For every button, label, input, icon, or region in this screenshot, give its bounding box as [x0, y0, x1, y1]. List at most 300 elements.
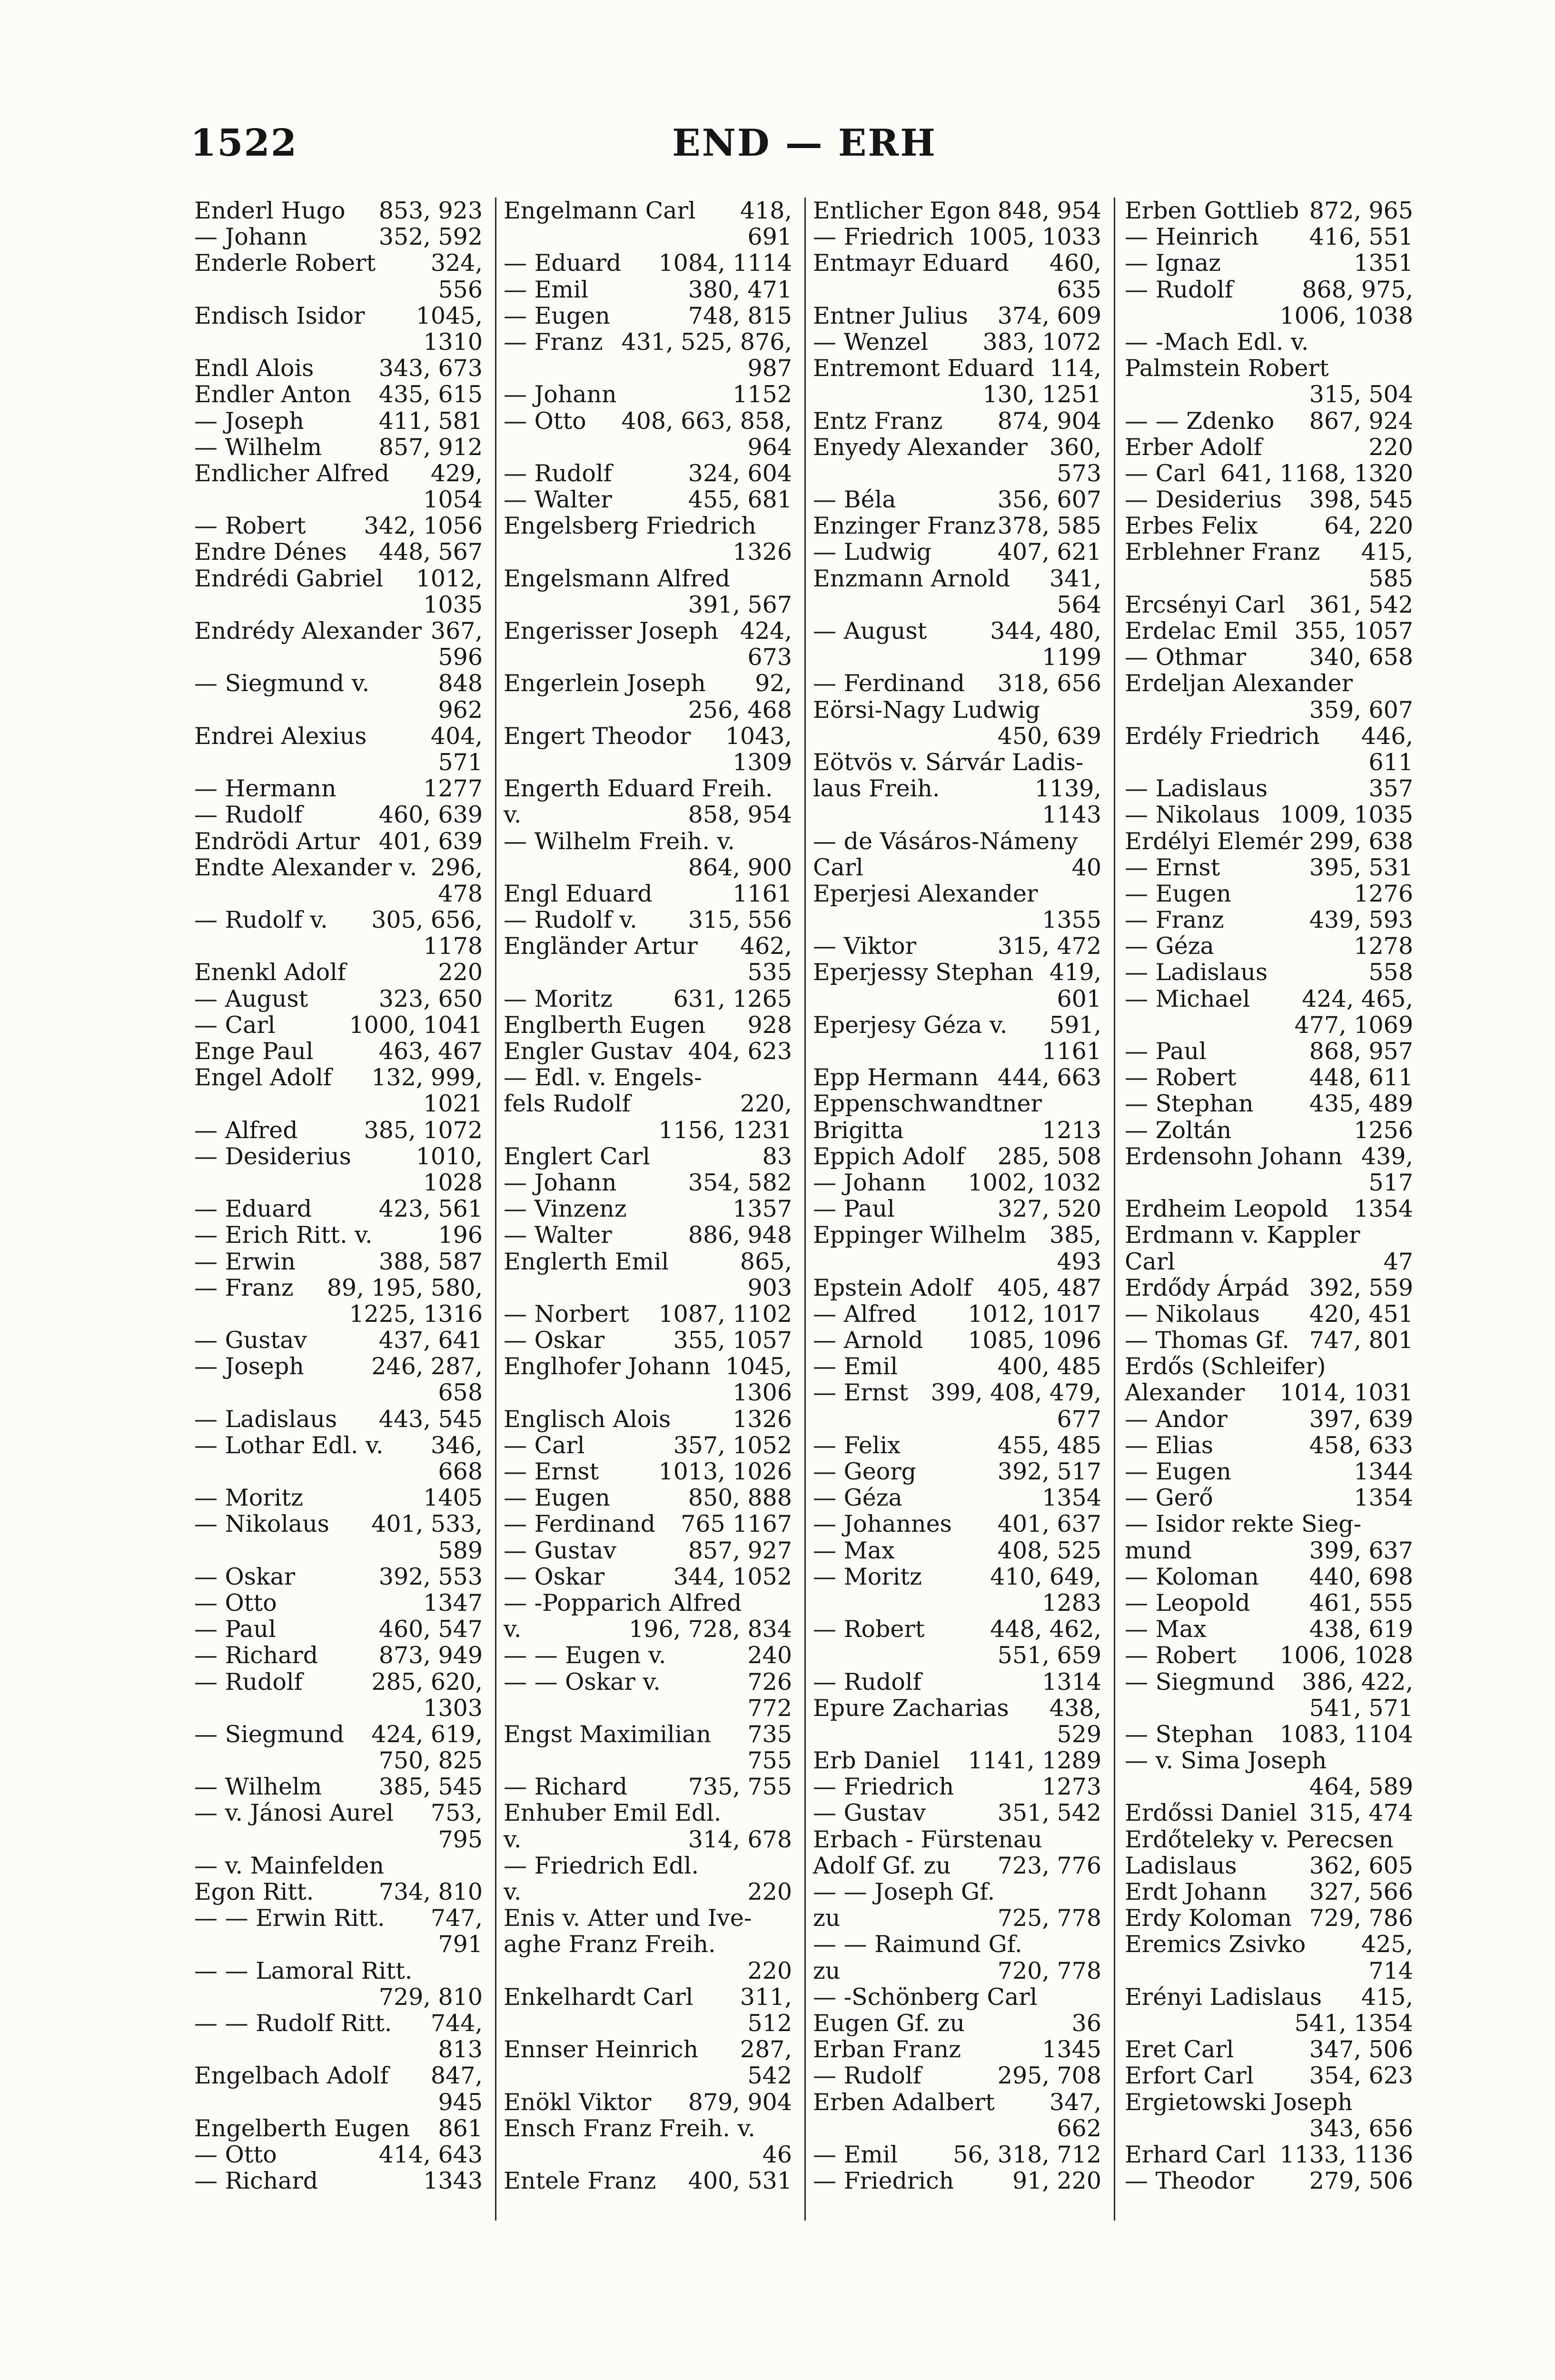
index-entry	[1121, 1564, 1416, 1590]
entry-name: — Eduard	[504, 249, 622, 277]
entry-name: — Stephan	[1125, 1090, 1254, 1118]
index-entry	[190, 749, 485, 775]
entry-name: Endre Dénes	[194, 538, 347, 566]
index-entry	[500, 1038, 795, 1064]
index-entry	[500, 1379, 795, 1406]
entry-pages: 404,	[430, 722, 483, 750]
entry-name: Erber Adolf	[1125, 433, 1262, 461]
entry-pages: 747, 801	[1309, 1327, 1413, 1354]
index-entry	[500, 1458, 795, 1485]
entry-pages: 1354	[1354, 1484, 1413, 1512]
index-entry	[190, 1485, 485, 1511]
entry-pages: 315, 556	[688, 906, 792, 934]
index-entry	[190, 1826, 485, 1853]
entry-pages: 327, 566	[1309, 1878, 1413, 1905]
index-entry	[190, 1012, 485, 1038]
entry-pages: 865,	[740, 1248, 792, 1275]
index-entry	[1121, 1432, 1416, 1458]
entry-name: — Rudolf	[813, 2062, 921, 2090]
entry-pages: 571	[438, 748, 483, 776]
entry-name: Ergietowski Joseph	[1125, 2088, 1353, 2116]
index-entry	[809, 1590, 1104, 1616]
index-entry	[809, 2036, 1104, 2063]
index-entry	[809, 854, 1104, 881]
index-entry	[500, 1275, 795, 1301]
index-entry	[500, 907, 795, 933]
index-entry	[1121, 1143, 1416, 1170]
entry-pages: 220	[438, 959, 483, 986]
index-entry	[809, 434, 1104, 460]
entry-pages: 1273	[1042, 1773, 1101, 1801]
index-entry	[500, 460, 795, 486]
entry-name: Endrödi Artur	[194, 827, 360, 855]
entry-name: Carl	[1125, 1248, 1175, 1275]
entry-pages: 420, 451	[1309, 1300, 1413, 1328]
index-entry	[809, 1695, 1104, 1721]
entry-pages: 668	[438, 1458, 483, 1485]
entry-name: Erben Gottlieb	[1125, 197, 1299, 224]
entry-pages: 360,	[1049, 433, 1101, 461]
entry-pages: 130, 1251	[982, 381, 1101, 408]
index-entry	[500, 1695, 795, 1721]
index-entry	[809, 723, 1104, 749]
index-entry	[190, 697, 485, 723]
index-entry	[1121, 1170, 1416, 1196]
entry-pages: 1000, 1041	[349, 1011, 483, 1039]
entry-pages: 347, 506	[1309, 2036, 1413, 2063]
index-entry	[1121, 2036, 1416, 2063]
entry-pages: 354, 582	[688, 1169, 792, 1196]
entry-pages: 1085, 1096	[968, 1327, 1101, 1354]
index-entry	[809, 1222, 1104, 1248]
entry-pages: 378, 585	[997, 512, 1101, 540]
index-entry	[190, 959, 485, 985]
index-entry	[190, 355, 485, 381]
entry-name: Erbach - Fürstenau	[813, 1825, 1042, 1853]
entry-pages: 401, 639	[378, 827, 483, 855]
entry-pages: 407, 621	[997, 538, 1101, 566]
entry-pages: 380, 471	[688, 276, 792, 303]
index-entry	[809, 1853, 1104, 1879]
entry-name: — -Schönberg Carl	[813, 1983, 1038, 2011]
entry-pages: 611	[1368, 748, 1413, 776]
entry-pages: 220	[747, 1957, 792, 1984]
entry-pages: 83	[762, 1142, 792, 1170]
entry-pages: 385, 1072	[364, 1116, 483, 1144]
entry-pages: 848	[438, 670, 483, 697]
index-entry	[809, 1458, 1104, 1485]
entry-name: — Ferdinand	[813, 670, 965, 697]
index-entry	[809, 408, 1104, 434]
entry-name: — Heinrich	[1125, 223, 1259, 251]
entry-pages: 299, 638	[1309, 827, 1413, 855]
page-header	[190, 121, 1418, 178]
entry-pages: 1314	[1042, 1668, 1101, 1696]
entry-pages: 1043,	[725, 722, 792, 750]
index-entry	[809, 697, 1104, 723]
index-entry	[809, 1564, 1104, 1590]
index-entry	[500, 1800, 795, 1826]
entry-pages: 1161	[733, 880, 792, 907]
index-entry	[500, 303, 795, 329]
entry-pages: 747,	[430, 1904, 483, 1932]
entry-pages: 1021	[423, 1090, 483, 1118]
entry-name: — Leopold	[1125, 1589, 1250, 1616]
entry-name: aghe Franz Freih.	[504, 1931, 716, 1958]
entry-name: — Felix	[813, 1431, 901, 1459]
index-entry	[1121, 881, 1416, 907]
entry-name: — -Popparich Alfred	[504, 1589, 742, 1616]
index-entry	[1121, 1406, 1416, 1432]
index-entry	[500, 434, 795, 460]
index-entry	[1121, 1905, 1416, 1931]
entry-pages: 414, 643	[378, 2141, 483, 2168]
index-entry	[809, 1537, 1104, 1564]
entry-name: — Franz	[504, 328, 603, 356]
entry-pages: 1143	[1042, 801, 1101, 829]
entry-pages: 443, 545	[378, 1405, 483, 1433]
entry-pages: 425,	[1361, 1931, 1413, 1958]
entry-name: — Oskar	[504, 1563, 605, 1590]
entry-pages: 401, 533,	[371, 1510, 483, 1538]
entry-name: — Edl. v. Engels-	[504, 1064, 702, 1091]
entry-name: Endrédi Gabriel	[194, 565, 384, 592]
index-entry	[1121, 486, 1416, 513]
entry-name: — Moritz	[194, 1484, 303, 1512]
entry-name: — — Raimund Gf.	[813, 1931, 1022, 1958]
entry-name: — Theodor	[1125, 2167, 1254, 2195]
index-entry	[500, 355, 795, 381]
entry-pages: 415,	[1361, 538, 1413, 566]
entry-pages: 196, 728, 834	[629, 1616, 792, 1643]
entry-pages: 478	[438, 880, 483, 907]
index-entry	[190, 618, 485, 644]
index-entry	[1121, 355, 1416, 381]
entry-name: Ensch Franz Freih. v.	[504, 2114, 755, 2142]
entry-name: Palmstein Robert	[1125, 355, 1329, 382]
entry-name: — Richard	[504, 1773, 628, 1801]
entry-name: — Béla	[813, 486, 896, 514]
index-entry	[190, 1695, 485, 1721]
entry-name: — Franz	[1125, 906, 1224, 934]
index-entry	[190, 1275, 485, 1301]
entry-pages: 772	[747, 1694, 792, 1722]
entry-pages: 1343	[423, 2167, 483, 2195]
entry-name: — Johannes	[813, 1510, 952, 1538]
index-entry	[190, 1511, 485, 1537]
entry-pages: 542	[747, 2062, 792, 2090]
entry-pages: 196	[438, 1221, 483, 1249]
index-entry	[809, 1353, 1104, 1379]
entry-pages: 415,	[1361, 1983, 1413, 2011]
entry-name: — v. Sima Joseph	[1125, 1747, 1327, 1775]
entry-name: — Eugen	[1125, 1458, 1231, 1485]
index-entry	[809, 959, 1104, 985]
index-entry	[809, 1406, 1104, 1432]
entry-name: Engst Maximilian	[504, 1720, 712, 1748]
index-entry	[1121, 1117, 1416, 1143]
entry-pages: 673	[747, 644, 792, 671]
entry-name: Engler Gustav	[504, 1038, 673, 1065]
entry-name: Enge Paul	[194, 1038, 314, 1065]
entry-name: Engl Eduard	[504, 880, 653, 907]
entry-name: Erdt Johann	[1125, 1878, 1267, 1905]
entry-name: Engerisser Joseph	[504, 617, 719, 645]
index-entry	[500, 749, 795, 775]
index-entry	[809, 1432, 1104, 1458]
entry-pages: 1005, 1033	[968, 223, 1101, 251]
entry-pages: 962	[438, 696, 483, 724]
entry-name: — Ernst	[813, 1379, 909, 1407]
entry-pages: 748, 815	[688, 302, 792, 329]
entry-pages: 89, 195, 580,	[327, 1274, 483, 1301]
entry-pages: 1178	[423, 932, 483, 960]
entry-pages: 342, 1056	[364, 512, 483, 540]
index-entry	[190, 802, 485, 828]
entry-name: — Robert	[1125, 1642, 1237, 1669]
index-entry	[500, 1774, 795, 1800]
entry-name: — Max	[813, 1537, 895, 1564]
entry-pages: 1276	[1354, 880, 1413, 907]
entry-pages: 408, 525	[997, 1537, 1101, 1564]
entry-name: — Friedrich	[813, 2167, 954, 2195]
entry-name: Entmayr Eduard	[813, 249, 1010, 277]
index-entry	[190, 1196, 485, 1222]
entry-pages: 1087, 1102	[658, 1300, 792, 1328]
entry-name: Englerth Emil	[504, 1248, 669, 1275]
index-entry	[500, 670, 795, 696]
entry-name: — Alfred	[813, 1300, 917, 1328]
entry-pages: 631, 1265	[673, 985, 792, 1012]
entry-pages: 296,	[430, 853, 483, 881]
entry-name: Erben Adalbert	[813, 2088, 995, 2116]
entry-pages: 446,	[1361, 722, 1413, 750]
entry-pages: 448, 611	[1309, 1064, 1413, 1091]
index-entry	[809, 1800, 1104, 1826]
entry-pages: 1161	[1042, 1038, 1101, 1065]
index-entry	[809, 460, 1104, 486]
entry-name: Erdőteleky v. Perecsen	[1125, 1825, 1394, 1853]
entry-pages: 341,	[1049, 565, 1101, 592]
entry-pages: 357, 1052	[673, 1431, 792, 1459]
entry-pages: 40	[1071, 853, 1101, 881]
index-entry	[190, 1458, 485, 1485]
entry-pages: 734, 810	[378, 1878, 483, 1905]
index-entry	[190, 381, 485, 407]
index-entry	[809, 618, 1104, 644]
entry-name: — Paul	[194, 1616, 276, 1643]
index-entry	[500, 1958, 795, 1984]
index-entry	[809, 250, 1104, 276]
entry-pages: 392, 553	[378, 1563, 483, 1590]
index-entry	[500, 802, 795, 828]
index-entry	[190, 1800, 485, 1826]
index-entry	[809, 1275, 1104, 1301]
entry-name: — Otto	[194, 2141, 277, 2168]
entry-pages: 1199	[1042, 644, 1101, 671]
entry-pages: 256, 468	[688, 696, 792, 724]
entry-pages: 455, 485	[997, 1431, 1101, 1459]
entry-name: — Rudolf	[504, 459, 612, 487]
index-entry	[190, 1117, 485, 1143]
entry-name: Endte Alexander v.	[194, 853, 417, 881]
entry-name: Erdheim Leopold	[1125, 1195, 1328, 1223]
index-entry	[190, 1406, 485, 1432]
entry-pages: 1010,	[416, 1142, 483, 1170]
index-entry	[1121, 381, 1416, 407]
entry-pages: 858, 954	[688, 801, 792, 829]
entry-pages: 1225, 1316	[349, 1300, 483, 1328]
index-entry	[190, 486, 485, 513]
entry-pages: 864, 900	[688, 853, 792, 881]
entry-pages: 440, 698	[1309, 1563, 1413, 1590]
index-entry	[1121, 1222, 1416, 1248]
index-entry	[500, 1301, 795, 1327]
index-entry	[500, 1747, 795, 1774]
index-entry	[500, 1485, 795, 1511]
index-entry	[500, 1669, 795, 1695]
entry-pages: 541, 571	[1309, 1694, 1413, 1722]
entry-name: — — Rudolf Ritt.	[194, 2009, 392, 2037]
entry-pages: 1012,	[416, 565, 483, 592]
entry-pages: 1054	[423, 486, 483, 514]
index-entry	[190, 198, 485, 224]
entry-pages: 418,	[740, 197, 792, 224]
entry-name: Alexander	[1125, 1379, 1245, 1407]
index-entry	[500, 1564, 795, 1590]
entry-pages: 1326	[733, 1405, 792, 1433]
index-entry	[190, 1669, 485, 1695]
index-entry	[809, 2010, 1104, 2036]
index-entry	[1121, 828, 1416, 854]
entry-name: — Koloman	[1125, 1563, 1259, 1590]
index-entry	[1121, 1012, 1416, 1038]
entry-pages: 352, 592	[378, 223, 483, 251]
entry-pages: 573	[1057, 459, 1101, 487]
entry-pages: 755	[747, 1747, 792, 1775]
entry-name: Enderl Hugo	[194, 197, 346, 224]
entry-pages: 404, 623	[688, 1038, 792, 1065]
index-entry	[809, 1984, 1104, 2010]
index-entry	[1121, 1774, 1416, 1800]
entry-name: zu	[813, 1957, 841, 1984]
index-entry	[1121, 697, 1416, 723]
index-entry	[190, 1301, 485, 1327]
index-entry	[1121, 723, 1416, 749]
entry-name: Enhuber Emil Edl.	[504, 1799, 722, 1827]
entry-pages: 315, 472	[997, 932, 1101, 960]
index-entry	[190, 775, 485, 802]
index-entry	[1121, 565, 1416, 592]
entry-pages: 585	[1368, 565, 1413, 592]
entry-pages: 327, 520	[997, 1195, 1101, 1223]
entry-pages: 691	[747, 223, 792, 251]
entry-name: — Rudolf v.	[504, 906, 637, 934]
entry-pages: 355, 1057	[1294, 617, 1413, 645]
entry-name: — Norbert	[504, 1300, 629, 1328]
index-entry	[809, 1091, 1104, 1117]
entry-pages: 92,	[755, 670, 792, 697]
index-entry	[809, 1327, 1104, 1353]
index-entry	[809, 2142, 1104, 2168]
index-entry	[809, 1012, 1104, 1038]
index-entry	[190, 2089, 485, 2115]
entry-name: Engelsberg Friedrich	[504, 512, 756, 540]
entry-name: Eperjessy Stephan	[813, 959, 1034, 986]
index-entry	[1121, 802, 1416, 828]
entry-pages: 558	[1368, 959, 1413, 986]
entry-pages: 438,	[1049, 1694, 1101, 1722]
entry-pages: 114,	[1049, 355, 1101, 382]
entry-pages: 512	[747, 2009, 792, 2037]
index-entry	[809, 592, 1104, 618]
entry-name: Endler Anton	[194, 381, 352, 408]
entry-pages: 477, 1069	[1294, 1011, 1413, 1039]
index-entry	[500, 986, 795, 1012]
index-entry	[190, 1853, 485, 1879]
entry-pages: 1256	[1354, 1116, 1413, 1144]
index-entry	[190, 1642, 485, 1668]
index-entry	[809, 381, 1104, 407]
entry-pages: 324, 604	[688, 459, 792, 487]
index-entry	[809, 329, 1104, 355]
index-entry	[809, 2063, 1104, 2089]
entry-name: Entlicher Egon	[813, 197, 991, 224]
entry-name: Englhofer Johann	[504, 1353, 711, 1380]
entry-pages: 873, 949	[378, 1642, 483, 1669]
index-entry	[809, 1931, 1104, 1957]
entry-name: Eötvös v. Sárvár Ladis-	[813, 748, 1084, 776]
index-entry	[500, 1432, 795, 1458]
entry-pages: 535	[747, 959, 792, 986]
index-entry	[190, 2142, 485, 2168]
index-entry	[500, 1931, 795, 1957]
index-entry	[500, 644, 795, 670]
entry-pages: 315, 474	[1309, 1799, 1413, 1827]
entry-pages: 411, 581	[378, 407, 483, 435]
entry-pages: 541, 1354	[1294, 2009, 1413, 2037]
index-entry	[809, 1064, 1104, 1091]
entry-name: — Michael	[1125, 985, 1250, 1012]
entry-name: — Johann	[813, 1169, 926, 1196]
entry-pages: 64, 220	[1324, 512, 1413, 540]
index-entry	[809, 1511, 1104, 1537]
entry-pages: 46	[762, 2141, 792, 2168]
entry-name: Enis v. Atter und Ive-	[504, 1904, 752, 1932]
entry-pages: 729, 810	[378, 1983, 483, 2011]
entry-name: Eperjesi Alexander	[813, 880, 1038, 907]
entry-pages: 361, 542	[1309, 591, 1413, 618]
entry-pages: 355, 1057	[673, 1327, 792, 1354]
entry-name: — Emil	[813, 1353, 898, 1380]
entry-name: Eret Carl	[1125, 2036, 1234, 2063]
entry-name: — Andor	[1125, 1405, 1228, 1433]
entry-pages: 928	[747, 1011, 792, 1039]
index-entry	[500, 1353, 795, 1379]
entry-pages: 723, 776	[997, 1852, 1101, 1879]
entry-name: Erdős (Schleifer)	[1125, 1353, 1326, 1380]
entry-pages: 879, 904	[688, 2088, 792, 2116]
entry-pages: 401, 637	[997, 1510, 1101, 1538]
index-entry	[1121, 907, 1416, 933]
index-entry	[809, 2115, 1104, 2142]
entry-name: — Gustav	[194, 1327, 307, 1354]
index-entry	[1121, 618, 1416, 644]
entry-name: — Johann	[194, 223, 307, 251]
index-entry	[1121, 1695, 1416, 1721]
entry-name: — Eugen	[504, 1484, 610, 1512]
index-entry	[500, 1616, 795, 1642]
